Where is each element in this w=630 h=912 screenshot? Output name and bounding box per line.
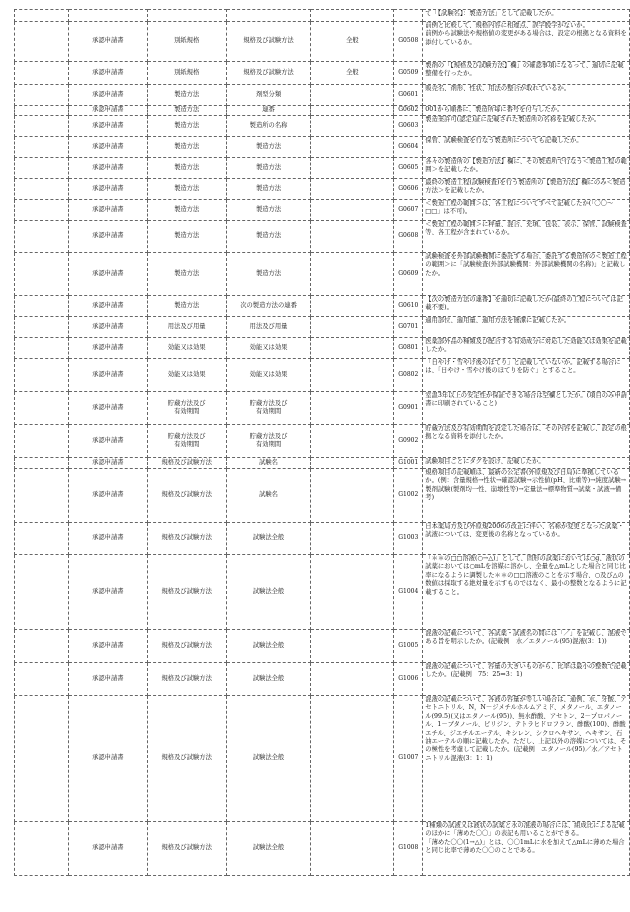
check-description-cell: 混液の記載について、各液の容量が等しい場合は、通例、水、牙酸、アセトニトリル、N，N－ジメチルホルムアミド、メタノール、エタノール(99.5)(又はエタノール(95))、無水酢酸、アセトン、2－プロパノール、1－ブタノール、ピリジン、テトラヒドロフラン、酢酸(100)、酢酸エチル、ジエチルエーテル、キシレン、シクロヘキサン、ヘキサン、石油エーテルの順に記載したか。ただし、上記以外の溶媒については、その極性を考慮して記載したか。(記載例 エタノール(95)／水／アセトニトリル混液(3：1：1) <box>423 696 630 822</box>
item-cell: 製造方法 <box>226 253 311 296</box>
item-cell: 効能又は効果 <box>226 359 311 392</box>
item-cell: 試験法全般 <box>226 696 311 822</box>
table-row <box>15 469 630 523</box>
scope-cell <box>311 317 394 338</box>
item-cell: 試験法全般 <box>226 555 311 630</box>
check-description-cell: 販売名、剤形、性状、用法の整合が取れているか。 <box>423 85 630 106</box>
document-cell: 承認申請書 <box>68 696 147 822</box>
row-index-cell <box>15 555 69 630</box>
document-cell: 承認申請書 <box>68 200 147 221</box>
check-description-cell: 規格項目の記載順は、最新の公定書(外原規及び日局)に準拠しているか。(例：含量規格→性状→確認試験→示性値(pH、比重等)→純度試験→製剤試験(製剤均一性、崩壊性等)→定量法→標準物質→試薬・試液→備考) <box>423 469 630 523</box>
item-cell: 試験法全般 <box>226 630 311 663</box>
item-cell: 試験法全般 <box>226 523 311 555</box>
check-code-cell: G0902 <box>394 425 423 458</box>
checklist-table <box>14 9 630 876</box>
item-cell: 規格及び試験方法 <box>226 62 311 85</box>
check-description-cell: 貯蔵方法及び有効期間を設定した場合は、その内容を記載し、設定の根拠となる資料を添付したか。 <box>423 425 630 458</box>
row-index-cell <box>15 469 69 523</box>
table-row <box>15 458 630 469</box>
section-cell: 製造方法 <box>147 200 226 221</box>
document-cell: 承認申請書 <box>68 523 147 555</box>
document-cell: 承認申請書 <box>68 62 147 85</box>
section-cell: 規格及び試験方法 <box>147 663 226 696</box>
check-description-cell: 保管、試験検査を行なう製造所についても記載したか。 <box>423 137 630 158</box>
scope-cell <box>311 523 394 555</box>
check-description-cell: 試験検査を外部試験機関に委託する場合、委託する製造所の＜製造工程の範囲＞に「試験検査(外部試験機関：外部試験機関の名称)」と記載したか。 <box>423 253 630 296</box>
document-cell: 承認申請書 <box>68 137 147 158</box>
section-cell: 規格及び試験方法 <box>147 822 226 876</box>
section-cell: 製造方法 <box>147 296 226 317</box>
check-description-cell: 日本薬局方及び外原規2006の改正に伴い、名称が変更となった試薬・試液については、変更後の名称となっているか。 <box>423 523 630 555</box>
row-index-cell <box>15 663 69 696</box>
scope-cell <box>311 221 394 253</box>
check-code-cell: G0701 <box>394 317 423 338</box>
section-cell: 製造方法 <box>147 137 226 158</box>
scope-cell <box>311 555 394 630</box>
table-row <box>15 359 630 392</box>
check-code-cell: G1005 <box>394 630 423 663</box>
item-cell: 貯蔵方法及び 有効期間 <box>226 425 311 458</box>
check-code-cell: G0509 <box>394 62 423 85</box>
document-cell: 承認申請書 <box>68 469 147 523</box>
row-index-cell <box>15 338 69 359</box>
row-index-cell <box>15 137 69 158</box>
document-cell: 承認申請書 <box>68 296 147 317</box>
table-row <box>15 663 630 696</box>
document-cell: 承認申請書 <box>68 22 147 62</box>
table-row <box>15 85 630 106</box>
check-description-cell: 医薬部外品の種類及び配合する有効成分に対応した効能又は効果を記載したか。 <box>423 338 630 359</box>
section-cell: 製造方法 <box>147 253 226 296</box>
section-cell: 規格及び試験方法 <box>147 696 226 822</box>
item-cell: 試験名 <box>226 469 311 523</box>
scope-cell: 全般 <box>311 22 394 62</box>
row-index-cell <box>15 359 69 392</box>
document-cell: 承認申請書 <box>68 338 147 359</box>
item-cell: 貯蔵方法及び 有効期間 <box>226 392 311 425</box>
check-description-cell: 「＊＊の□□溶液(○→△)」として、固形の試薬においては○g、液状の試薬においては○mLを溶媒に溶かし、全量を△mLとした場合と同じ比率になるように調製した＊＊の□□溶液のことを示す場合、○及び△の数値は採取する絶対量を示すものではなく、最小の整数となるように記載すること。 <box>423 555 630 630</box>
table-row <box>15 106 630 116</box>
row-index-cell <box>15 200 69 221</box>
table-row <box>15 62 630 85</box>
check-code-cell: G1007 <box>394 696 423 822</box>
document-cell: 承認申請書 <box>68 253 147 296</box>
check-code-cell: G0610 <box>394 296 423 317</box>
check-code-cell: G0608 <box>394 221 423 253</box>
section-cell: 規格及び試験方法 <box>147 469 226 523</box>
table-row <box>15 425 630 458</box>
section-cell: 製造方法 <box>147 106 226 116</box>
check-code-cell: G0603 <box>394 116 423 137</box>
check-description-cell: 適用部位、適用量、適用方法を簡潔に記載したか。 <box>423 317 630 338</box>
document-cell: 承認申請書 <box>68 106 147 116</box>
item-cell: 製造方法 <box>226 179 311 200</box>
section-cell: 規格及び試験方法 <box>147 523 226 555</box>
check-description-cell: 「日やけ・雪やけ後のほてり」と記載していないか。記載する場合には、「日やけ・雪やけ後のほてりを防ぐ」とすること。 <box>423 359 630 392</box>
check-description-cell: 最終の製造工程(試験検査)を行う製造所の【製造方法】欄にのみ＜製造方法＞を記載したか。 <box>423 179 630 200</box>
scope-cell <box>311 392 394 425</box>
document-cell: 承認申請書 <box>68 555 147 630</box>
table-row <box>15 555 630 630</box>
scope-cell: 全般 <box>311 62 394 85</box>
section-cell: 規格及び試験方法 <box>147 458 226 469</box>
check-description-cell: 各々の製造所の【製造方法】欄に、その製造所で行なう＜製造工程の範囲＞を記載したか。 <box>423 158 630 179</box>
check-code-cell: G0601 <box>394 85 423 106</box>
item-cell <box>226 10 311 22</box>
section-cell: 製造方法 <box>147 116 226 137</box>
document-cell: 承認申請書 <box>68 425 147 458</box>
table-row <box>15 696 630 822</box>
check-description-cell: て「【試験名】：製造方法」として記載したか。 <box>423 10 630 22</box>
row-index-cell <box>15 85 69 106</box>
table-row <box>15 10 630 22</box>
row-index-cell <box>15 296 69 317</box>
row-index-cell <box>15 822 69 876</box>
item-cell: 連番 <box>226 106 311 116</box>
scope-cell <box>311 296 394 317</box>
item-cell: 試験法全般 <box>226 822 311 876</box>
check-code-cell: G0508 <box>394 22 423 62</box>
document-cell: 承認申請書 <box>68 221 147 253</box>
table-row <box>15 523 630 555</box>
table-row <box>15 822 630 876</box>
document-cell: 承認申請書 <box>68 630 147 663</box>
check-description-cell: 前例と比較して、規格内容に相違点、誤字脱字がないか。 前例から試験法や規格値の変更がある場合は、設定の根拠となる資料を添付しているか。 <box>423 22 630 62</box>
table-row <box>15 317 630 338</box>
scope-cell <box>311 106 394 116</box>
check-code-cell: G0801 <box>394 338 423 359</box>
scope-cell <box>311 10 394 22</box>
row-index-cell <box>15 253 69 296</box>
check-description-cell: 1種類の試液又は液状の試薬と水の混液の場合には、組成比による記載のほかに「薄めた〇〇」の表記も用いることができる。 「薄めた〇〇(1→△)」とは、〇〇1mLに水を加えて△mLに薄めた場合と同じ比率で薄めた〇〇のことである。 <box>423 822 630 876</box>
check-code-cell: G0606 <box>394 179 423 200</box>
document-cell: 承認申請書 <box>68 179 147 200</box>
check-code-cell <box>394 10 423 22</box>
item-cell: 効能又は効果 <box>226 338 311 359</box>
scope-cell <box>311 158 394 179</box>
row-index-cell <box>15 630 69 663</box>
row-index-cell <box>15 317 69 338</box>
scope-cell <box>311 359 394 392</box>
section-cell: 効能又は効果 <box>147 338 226 359</box>
check-description-cell: 混液の記載について、各試薬・試液名の間には「／」を記載し、混液である旨を明示したか。(記載例 水／エタノール(95)混液(3：1)) <box>423 630 630 663</box>
scope-cell <box>311 469 394 523</box>
scope-cell <box>311 253 394 296</box>
check-description-cell: 001から順番に、製造所毎に番号を付与したか。 <box>423 106 630 116</box>
item-cell: 製造所の名称 <box>226 116 311 137</box>
row-index-cell <box>15 116 69 137</box>
document-cell <box>68 10 147 22</box>
scope-cell <box>311 137 394 158</box>
section-cell: 製造方法 <box>147 158 226 179</box>
check-code-cell: G1001 <box>394 458 423 469</box>
table-row <box>15 338 630 359</box>
check-description-cell: 製剤の「【規格及び試験方法】欄」の確認事項になるって、適切に記載整備を行ったか。 <box>423 62 630 85</box>
row-index-cell <box>15 523 69 555</box>
item-cell: 次の製造方法の連番 <box>226 296 311 317</box>
scope-cell <box>311 696 394 822</box>
section-cell: 規格及び試験方法 <box>147 555 226 630</box>
item-cell: 製造方法 <box>226 137 311 158</box>
document-cell: 承認申請書 <box>68 392 147 425</box>
section-cell: 貯蔵方法及び 有効期間 <box>147 392 226 425</box>
document-cell: 承認申請書 <box>68 663 147 696</box>
item-cell: 剤型分類 <box>226 85 311 106</box>
row-index-cell <box>15 425 69 458</box>
check-description-cell: 室温3年以上の安定性が保証できる場合は空欄としたか。(項目のみ申請書に印刷されていること) <box>423 392 630 425</box>
document-cell: 承認申請書 <box>68 458 147 469</box>
document-cell: 承認申請書 <box>68 158 147 179</box>
document-cell: 承認申請書 <box>68 85 147 106</box>
checklist-rows <box>15 10 630 876</box>
table-row <box>15 392 630 425</box>
row-index-cell <box>15 22 69 62</box>
row-index-cell <box>15 106 69 116</box>
check-code-cell: G1002 <box>394 469 423 523</box>
scope-cell <box>311 458 394 469</box>
section-cell: 製造方法 <box>147 179 226 200</box>
check-description-cell: 【次の製造方法の連番】を適切に記載したか(最終の工程については記載不要)。 <box>423 296 630 317</box>
table-row <box>15 630 630 663</box>
section-cell: 規格及び試験方法 <box>147 630 226 663</box>
check-description-cell: ＜製造工程の範囲＞は、各工程についてすべて記載したか(「〇〇〜□□」は不可)。 <box>423 200 630 221</box>
item-cell: 製造方法 <box>226 158 311 179</box>
table-row <box>15 221 630 253</box>
item-cell: 試験法全般 <box>226 663 311 696</box>
check-code-cell: G1006 <box>394 663 423 696</box>
row-index-cell <box>15 179 69 200</box>
scope-cell <box>311 630 394 663</box>
section-cell: 効能又は効果 <box>147 359 226 392</box>
table-row <box>15 253 630 296</box>
check-code-cell: G0602 <box>394 106 423 116</box>
section-cell: 製造方法 <box>147 85 226 106</box>
row-index-cell <box>15 10 69 22</box>
check-code-cell: G0604 <box>394 137 423 158</box>
document-cell: 承認申請書 <box>68 116 147 137</box>
item-cell: 用法及び用量 <box>226 317 311 338</box>
check-description-cell: ＜製造工程の範囲＞に秤量、混合、充填、包装、表示、保管、試験検査等、各工程が含まれているか。 <box>423 221 630 253</box>
section-cell: 別紙規格 <box>147 22 226 62</box>
table-row <box>15 296 630 317</box>
row-index-cell <box>15 696 69 822</box>
table-row <box>15 179 630 200</box>
check-code-cell: G1008 <box>394 822 423 876</box>
document-cell: 承認申請書 <box>68 359 147 392</box>
table-row <box>15 137 630 158</box>
check-code-cell: G0607 <box>394 200 423 221</box>
section-cell: 別紙規格 <box>147 62 226 85</box>
section-cell: 貯蔵方法及び 有効期間 <box>147 425 226 458</box>
check-code-cell: G0901 <box>394 392 423 425</box>
section-cell: 製造方法 <box>147 221 226 253</box>
item-cell: 製造方法 <box>226 221 311 253</box>
check-description-cell: 製造業許可(認定)証に記載された製造所の名称を記載したか。 <box>423 116 630 137</box>
item-cell: 試験名 <box>226 458 311 469</box>
scope-cell <box>311 85 394 106</box>
check-code-cell: G0802 <box>394 359 423 392</box>
row-index-cell <box>15 458 69 469</box>
scope-cell <box>311 338 394 359</box>
check-code-cell: G0609 <box>394 253 423 296</box>
check-description-cell: 試験項目ごとにタグを設け、記載したか。 <box>423 458 630 469</box>
check-code-cell: G1004 <box>394 555 423 630</box>
table-row <box>15 22 630 62</box>
check-code-cell: G0605 <box>394 158 423 179</box>
document-cell: 承認申請書 <box>68 317 147 338</box>
table-row <box>15 116 630 137</box>
table-row <box>15 158 630 179</box>
row-index-cell <box>15 158 69 179</box>
scope-cell <box>311 200 394 221</box>
item-cell: 製造方法 <box>226 200 311 221</box>
check-description-cell: 混液の記載について、容量の大きいものから、比率は最小の整数で記載したか。(記載例 75：25⇒3：1) <box>423 663 630 696</box>
item-cell: 規格及び試験方法 <box>226 22 311 62</box>
scope-cell <box>311 116 394 137</box>
section-cell <box>147 10 226 22</box>
row-index-cell <box>15 392 69 425</box>
scope-cell <box>311 822 394 876</box>
table-row <box>15 200 630 221</box>
scope-cell <box>311 663 394 696</box>
document-cell: 承認申請書 <box>68 822 147 876</box>
scope-cell <box>311 179 394 200</box>
section-cell: 用法及び用量 <box>147 317 226 338</box>
row-index-cell <box>15 62 69 85</box>
scope-cell <box>311 425 394 458</box>
row-index-cell <box>15 221 69 253</box>
check-code-cell: G1003 <box>394 523 423 555</box>
